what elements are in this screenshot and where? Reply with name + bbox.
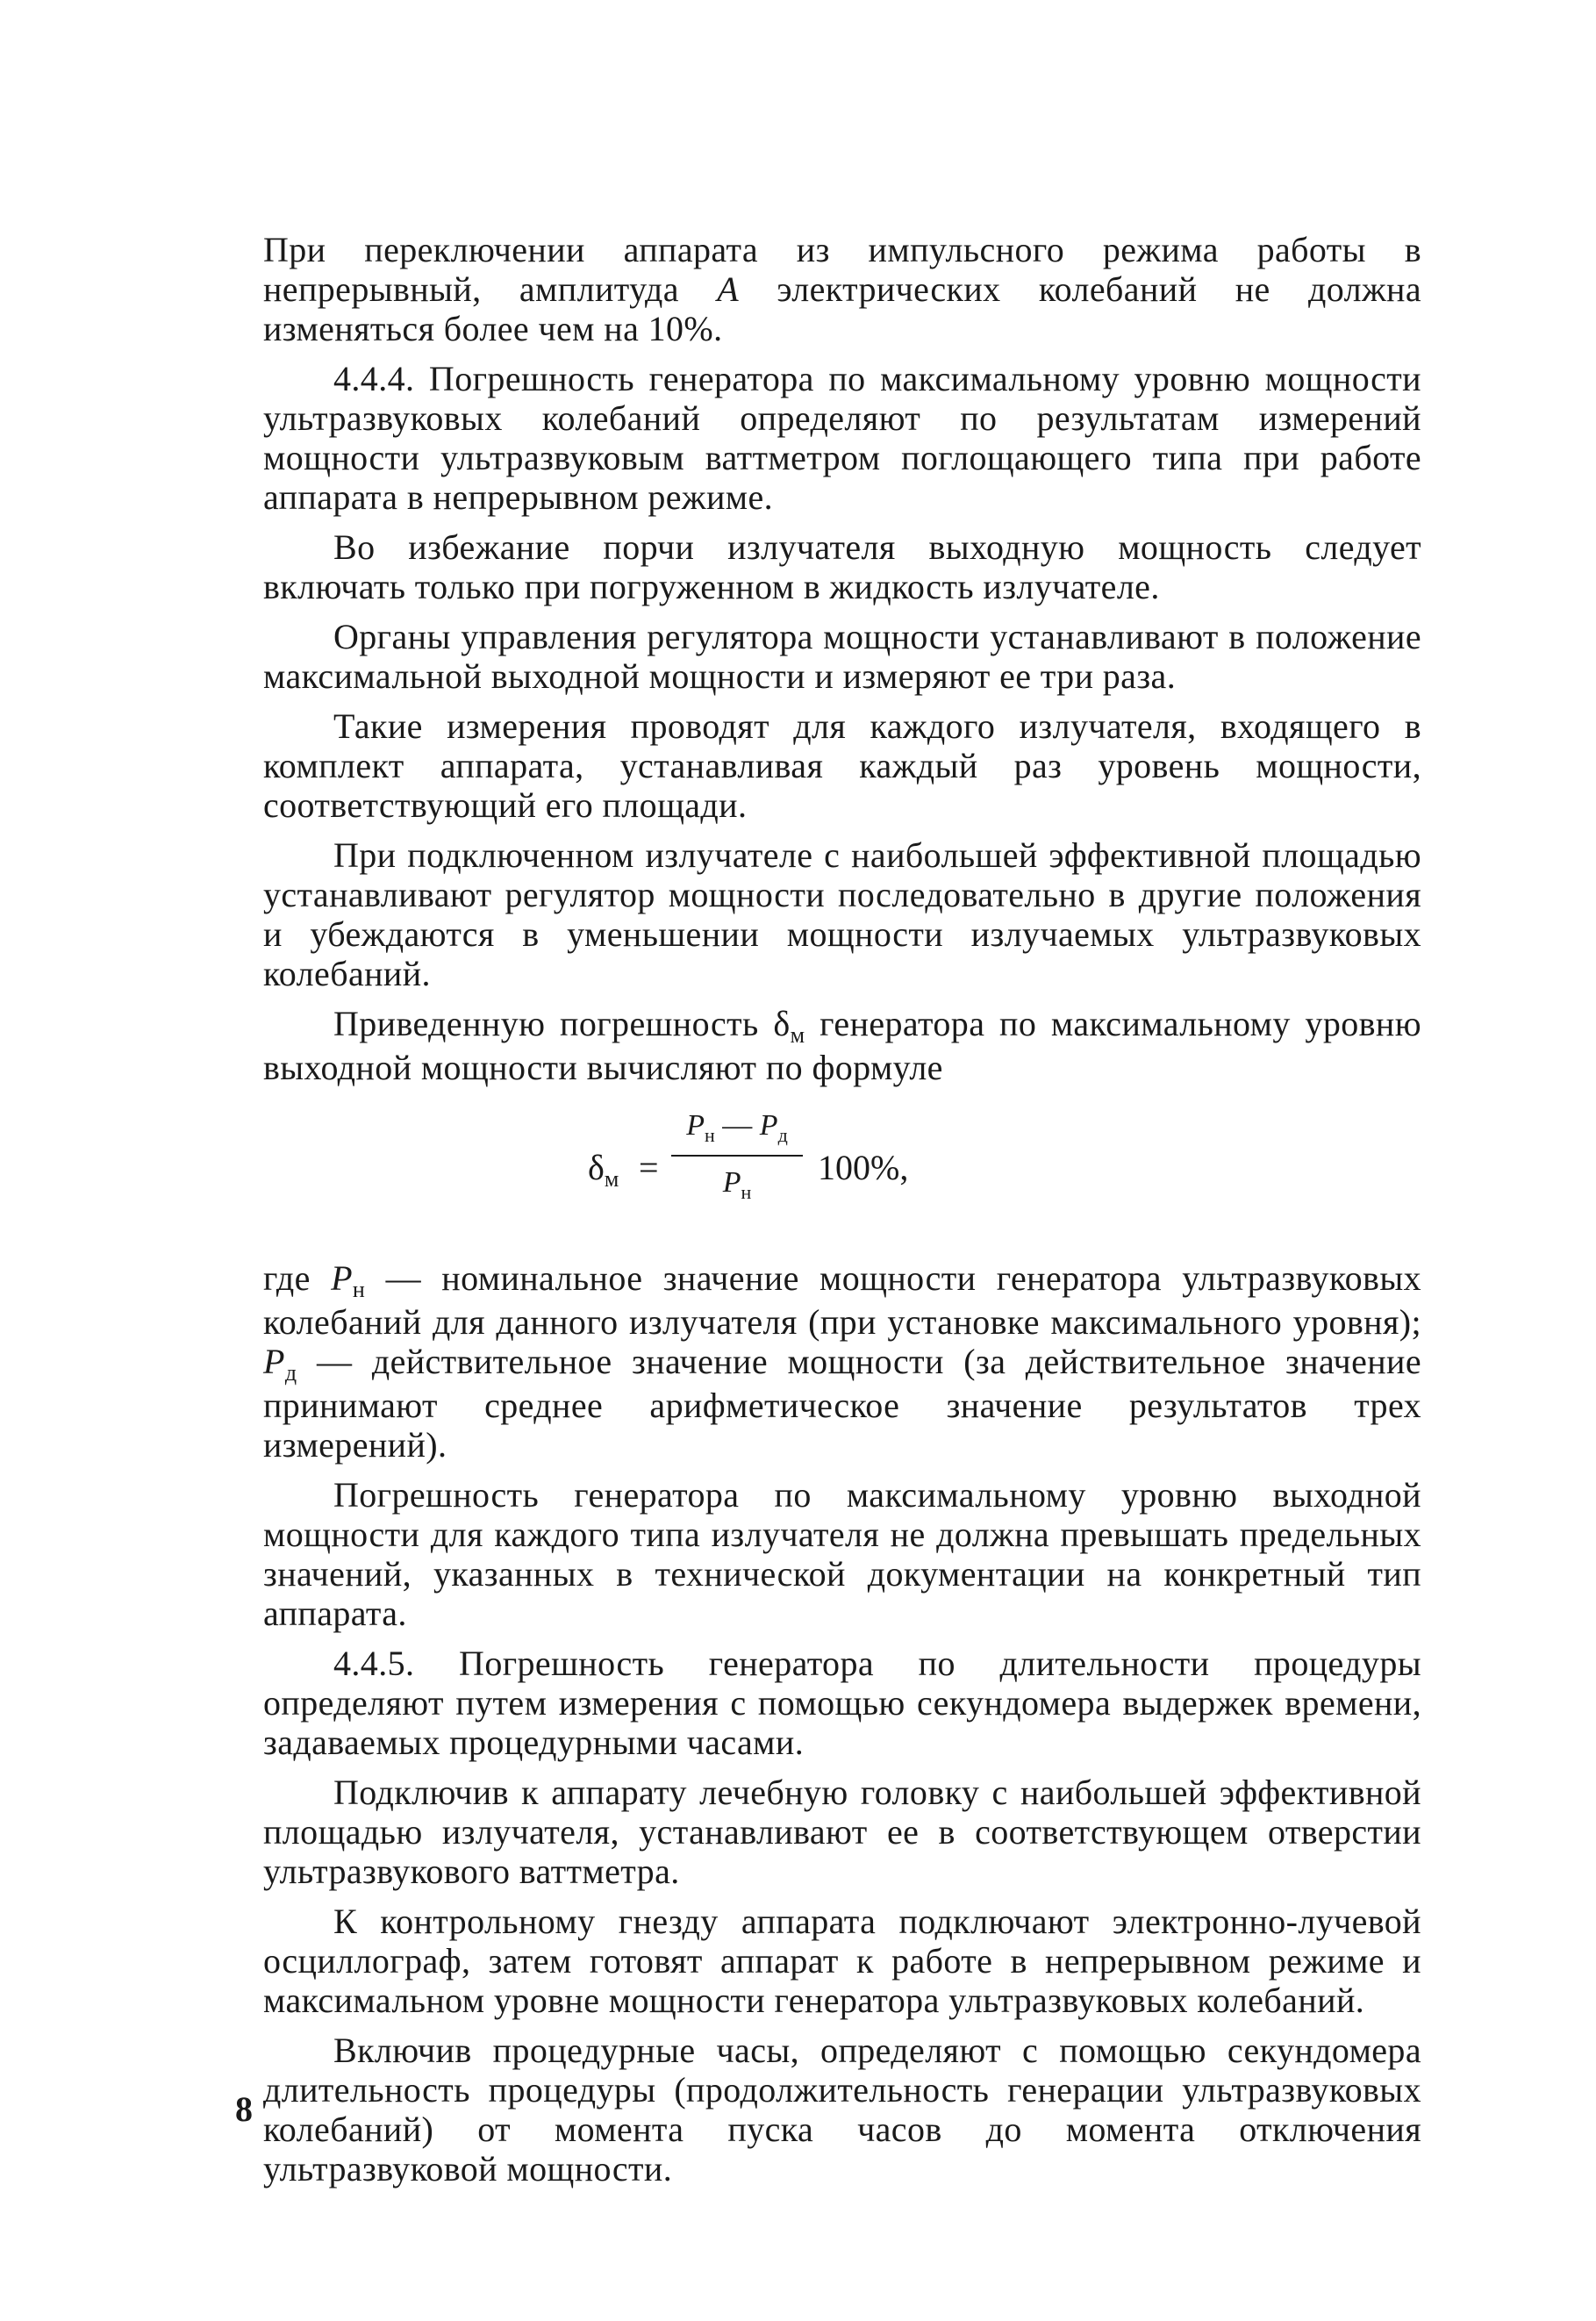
p-actual-subscript: д — [284, 1360, 297, 1386]
paragraph-4-4-5: 4.4.5. Погрешность генератора по длительности процедуры определяют путем измерения с помощью секундомера выдержек времени, задаваемых процедурными часами. — [263, 1644, 1421, 1762]
amplitude-symbol: A — [717, 269, 740, 309]
p-actual-symbol: P — [263, 1342, 285, 1381]
denominator-p: P — [722, 1166, 741, 1199]
paragraph-connect-head: Подключив к аппарату лечебную головку с наибольшей эффективной площадью излучателя, устанавливают ее в соответствующем отверстии ультразвукового ваттметра. — [263, 1773, 1421, 1891]
paragraph-timer: Включив процедурные часы, определяют с помощью секундомера длительность процедуры (продолжительность генерации ультразвуковых колебаний) от момента пуска часов до момента отключения ультразвуковой мощности. — [263, 2031, 1421, 2188]
paragraph-controls: Органы управления регулятора мощности устанавливают в положение максимальной выходной мощности и измеряют ее три раза. — [263, 617, 1421, 696]
formula-rhs: 100%, — [818, 1148, 909, 1187]
paragraph-4-4-4: 4.4.4. Погрешность генератора по максимальному уровню мощности ультразвуковых колебаний определяют по результатам измерений мощности ультразвуковым ваттметром поглощающего типа при работе аппарата в непрерывном режиме. — [263, 359, 1421, 517]
formula-numerator — [671, 1105, 803, 1150]
p-nominal-symbol: P — [331, 1258, 353, 1298]
paragraph-measurements: Такие измерения проводят для каждого излучателя, входящего в комплект аппарата, устанавливая каждый раз уровень мощности, соответствующий его площади. — [263, 706, 1421, 825]
page-number: 8 — [235, 2089, 253, 2129]
paragraph-oscilloscope: К контрольному гнезду аппарата подключают электронно-лучевой осциллограф, затем готовят аппарат к работе в непрерывном режиме и максимальном уровне мощности генератора ультразвуковых колебаний. — [263, 1902, 1421, 2020]
reduced-error-text-start: Приведенную погрешность — [333, 1004, 759, 1043]
where-nominal-text: — номинальное значение мощности генератора ультразвуковых колебаний для данного излучателя (при установке максимального уровня); — [263, 1258, 1421, 1342]
numerator-p-nominal-sub: н — [705, 1124, 715, 1146]
delta-subscript: м — [790, 1022, 805, 1048]
formula-block — [263, 1105, 1421, 1236]
formula-lhs-symbol: δ — [588, 1148, 605, 1187]
paragraph-reduced-error — [263, 1004, 1421, 1087]
paragraph-1-text: При переключении аппарата из импульсного режима работы в непрерывный, амплитуда — [263, 230, 1421, 309]
where-word: где — [263, 1258, 311, 1298]
paragraph-where — [263, 1258, 1421, 1465]
formula-equals: = — [639, 1148, 659, 1187]
numerator-p-nominal: P — [686, 1109, 705, 1142]
numerator-p-actual: P — [759, 1109, 778, 1142]
p-nominal-subscript: н — [352, 1277, 366, 1302]
paragraph-warning: Во избежание порчи излучателя выходную мощность следует включать только при погруженном в жидкость излучателе. — [263, 527, 1421, 606]
formula-denominator — [671, 1162, 803, 1207]
numerator-minus: — — [714, 1109, 760, 1142]
formula-fraction — [671, 1105, 803, 1207]
paragraph-1-text-end: электрических колебаний не должна изменяться более чем на 10%. — [263, 269, 1421, 348]
numerator-p-actual-sub: д — [777, 1124, 788, 1146]
paragraph-connected-emitter: При подключенном излучателе с наибольшей эффективной площадью устанавливают регулятор мощности последовательно в другие положения и убеждаются в уменьшении мощности излучаемых ультразвуковых колебаний. — [263, 835, 1421, 993]
delta-symbol: δ — [773, 1004, 791, 1043]
where-actual-text: — действительное значение мощности (за действительное значение принимают среднее арифметическое значение результатов трех измерений). — [263, 1342, 1421, 1465]
paragraph-error-limit: Погрешность генератора по максимальному уровню выходной мощности для каждого типа излучателя не должна превышать предельных значений, указанных в технической документации на конкретный тип аппарата. — [263, 1475, 1421, 1633]
formula-lhs-subscript: м — [604, 1166, 619, 1192]
formula-lhs — [588, 1147, 619, 1192]
paragraph-1 — [263, 230, 1421, 348]
reduced-error-text-end: генератора по максимальному уровню выходной мощности вычисляют по формуле — [263, 1004, 1422, 1087]
fraction-bar — [671, 1155, 803, 1157]
page-content — [263, 230, 1421, 2199]
denominator-p-sub: н — [741, 1181, 752, 1203]
